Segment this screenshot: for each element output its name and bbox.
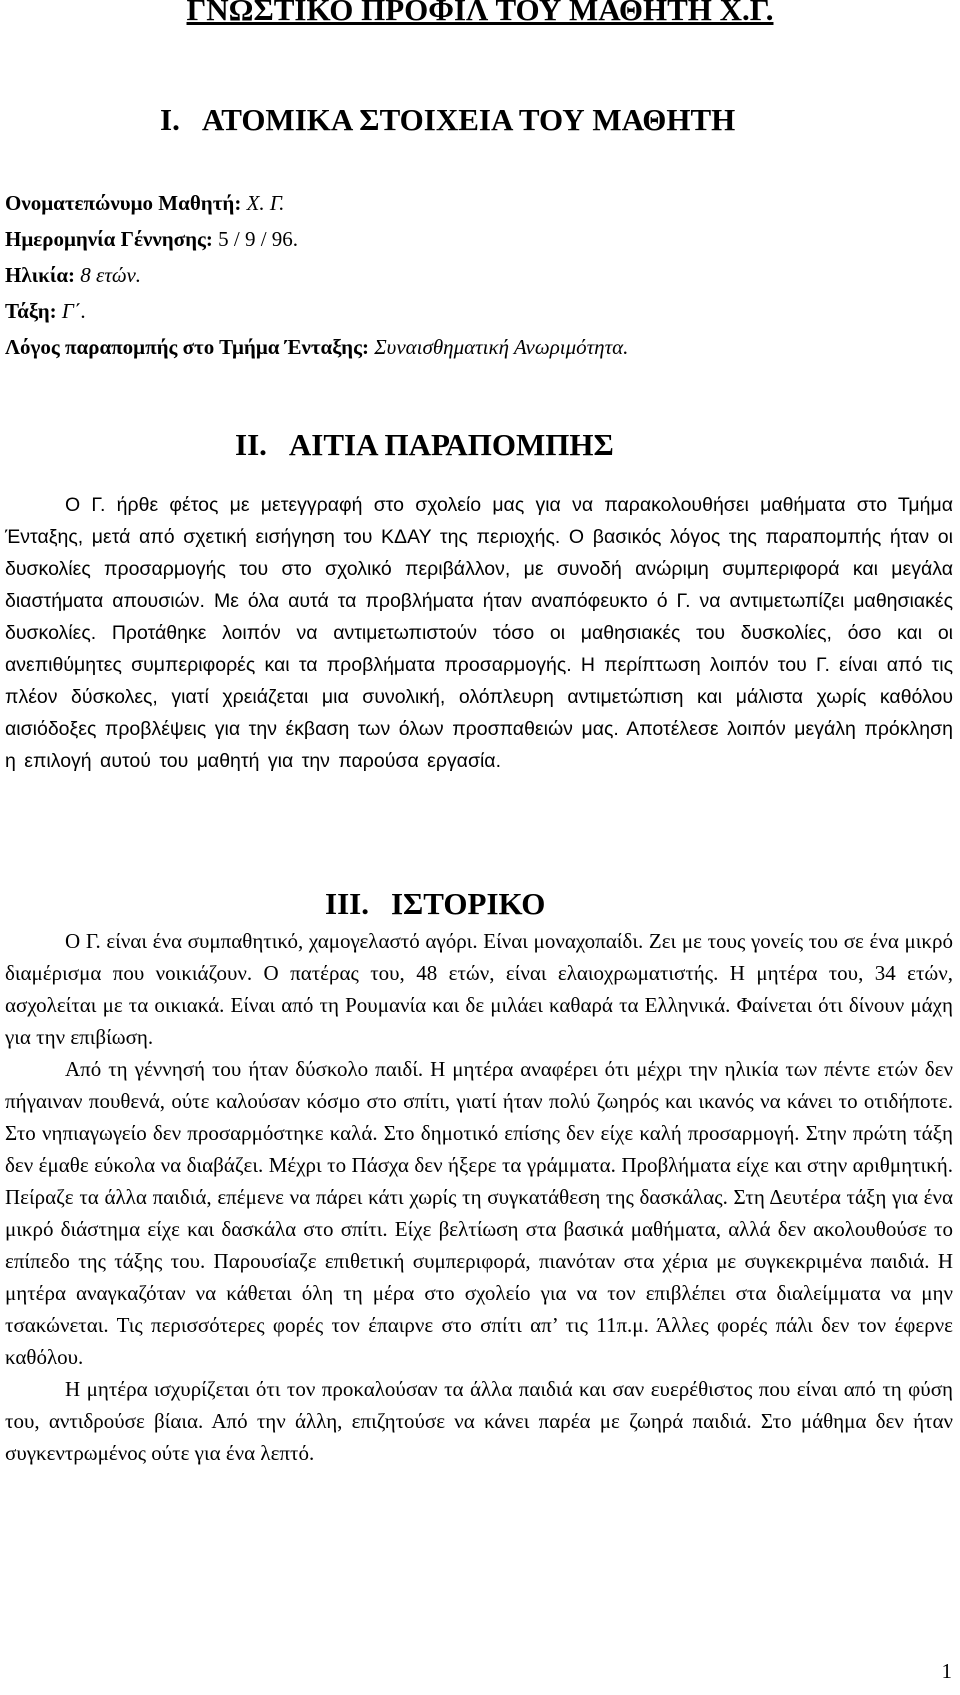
- info-value: Χ. Γ.: [241, 191, 285, 215]
- info-row-birthdate: [5, 221, 628, 257]
- info-row-class: [5, 293, 628, 329]
- section-number: II.: [235, 427, 267, 462]
- section-number: I.: [160, 102, 180, 137]
- section-heading-personal-info: [160, 100, 735, 140]
- paragraph: Η μητέρα ισχυρίζεται ότι τον προκαλούσαν τα άλλα παιδιά και σαν ευερέθιστος που είναι από τη φύση του, αντιδρούσε βίαια. Από την άλλη, επιζητούσε να κάνει παρέα με ζωηρά παιδιά. Στο μάθημα δεν ήταν συγκεντρωμένος ούτε για ένα λεπτό.: [5, 1377, 953, 1465]
- section-heading-referral: [235, 425, 614, 465]
- info-label: Ηλικία:: [5, 263, 76, 287]
- paragraph: Ο Γ. ήρθε φέτος με μετεγγραφή στο σχολείο μας για να παρακολουθήσει μαθήματα στο Τμήμα Ένταξης, μετά από σχετική εισήγηση του ΚΔΑΥ της περιοχής. Ο βασικός λόγος της παραπομπής ήταν οι δυσκολίες προσαρμογής του στο σχολικό περιβάλλον, με συνοδή ανώριμη συμπεριφορά και μεγάλα διαστήματα απουσιών. Με όλα αυτά τα προβλήματα ήταν αναπόφευκτο ό Γ. να αντιμετωπίζει μαθησιακές δυσκολίες. Προτάθηκε λοιπόν να αντιμετωπιστούν τόσο οι μαθησιακές του δυσκολίες, όσο και οι ανεπιθύμητες συμπεριφορές και τα προβλήματα προσαρμογής. Η περίπτωση λοιπόν του Γ. είναι από τις πλέον δύσκολες, γιατί χρειάζεται μια συνολική, ολόπλευρη αντιμετώπιση και μάλιστα χωρίς καθόλου αισιόδοξες προβλέψεις για την έκβαση των όλων προσπαθειών μας. Αποτέλεσε λοιπόν μεγάλη πρόκληση η επιλογή αυτού του μαθητή για την παρούσα εργασία.: [5, 494, 953, 772]
- history-text: [5, 925, 953, 1469]
- info-value: Γ΄.: [56, 299, 87, 323]
- info-value: 8 ετών.: [75, 263, 142, 287]
- section-title: ΙΣΤΟΡΙΚΟ: [390, 886, 546, 921]
- info-label: Λόγος παραπομπής στο Τμήμα Ένταξης:: [5, 335, 369, 359]
- section-number: III.: [325, 886, 369, 921]
- document-title: ΓΝΩΣΤΙΚΟ ΠΡΟΦΙΛ ΤΟΥ ΜΑΘΗΤΗ Χ.Γ.: [186, 0, 774, 27]
- paragraph: Από τη γέννησή του ήταν δύσκολο παιδί. Η μητέρα αναφέρει ότι μέχρι την ηλικία των πέντε ετών δεν πήγαιναν πουθενά, ούτε καλούσαν κόσμο στο σπίτι, γιατί ήταν πολύ ζωηρός και ικανός να κάνει το οτιδήποτε. Στο νηπιαγωγείο δεν προσαρμόστηκε καλά. Στο δημοτικό επίσης δεν είχε καλή προσαρμογή. Στην πρώτη τάξη δεν έμαθε εύκολα να διαβάζει. Μέχρι το Πάσχα δεν ήξερε τα γράμματα. Προβλήματα είχε και στην αριθμητική. Πείραζε τα άλλα παιδιά, επέμενε να πάρει κάτι χωρίς τη συγκατάθεση της δασκάλας. Στη Δευτέρα τάξη για ένα μικρό διάστημα είχε και δασκάλα στο σπίτι. Είχε βελτίωση στα βασικά μαθήματα, αλλά δεν ακολουθούσε το επίπεδο της τάξης του. Παρουσίαζε επιθετική συμπεριφορά, πιανόταν στα χέρια με συγκεκριμένα παιδιά. Η μητέρα αναγκαζόταν να κάθεται όλη τη μέρα στο σχολείο για να τον επιβλέπει στα διαλείμματα να μην τσακώνεται. Τις περισσότερες φορές τον έπαιρνε στο σπίτι απ’ τις 11π.μ. Άλλες φορές πάλι δεν τον έφερνε καθόλου.: [5, 1057, 953, 1369]
- info-row-age: [5, 257, 628, 293]
- info-row-name: [5, 185, 628, 221]
- referral-text: [5, 489, 953, 777]
- info-value: Συναισθηματική Ανωριμότητα.: [368, 335, 629, 359]
- info-value: 5 / 9 / 96.: [212, 227, 299, 251]
- section-title: ΑΙΤΙΑ ΠΑΡΑΠΟΜΠΗΣ: [288, 427, 614, 462]
- info-label: Ονοματεπώνυμο Μαθητή:: [5, 191, 242, 215]
- section-heading-history: [325, 884, 545, 924]
- info-row-referral-reason: [5, 329, 628, 365]
- info-label: Τάξη:: [5, 299, 57, 323]
- page-number: 1: [941, 1659, 952, 1683]
- paragraph: Ο Γ. είναι ένα συμπαθητικό, χαμογελαστό αγόρι. Είναι μοναχοπαίδι. Ζει με τους γονείς του σε ένα μικρό διαμέρισμα που νοικιάζουν. Ο πατέρας του, 48 ετών, είναι ελαιοχρωματιστής. Η μητέρα του, 34 ετών, ασχολείται με τα οικιακά. Είναι από τη Ρουμανία και δε μιλάει καθαρά τα Ελληνικά. Φαίνεται ότι δίνουν μάχη για την επιβίωση.: [5, 929, 953, 1049]
- info-label: Ημερομηνία Γέννησης:: [5, 227, 213, 251]
- student-info-list: [5, 185, 628, 365]
- section-title: ΑΤΟΜΙΚΑ ΣΤΟΙΧΕΙΑ ΤΟΥ ΜΑΘΗΤΗ: [201, 102, 736, 137]
